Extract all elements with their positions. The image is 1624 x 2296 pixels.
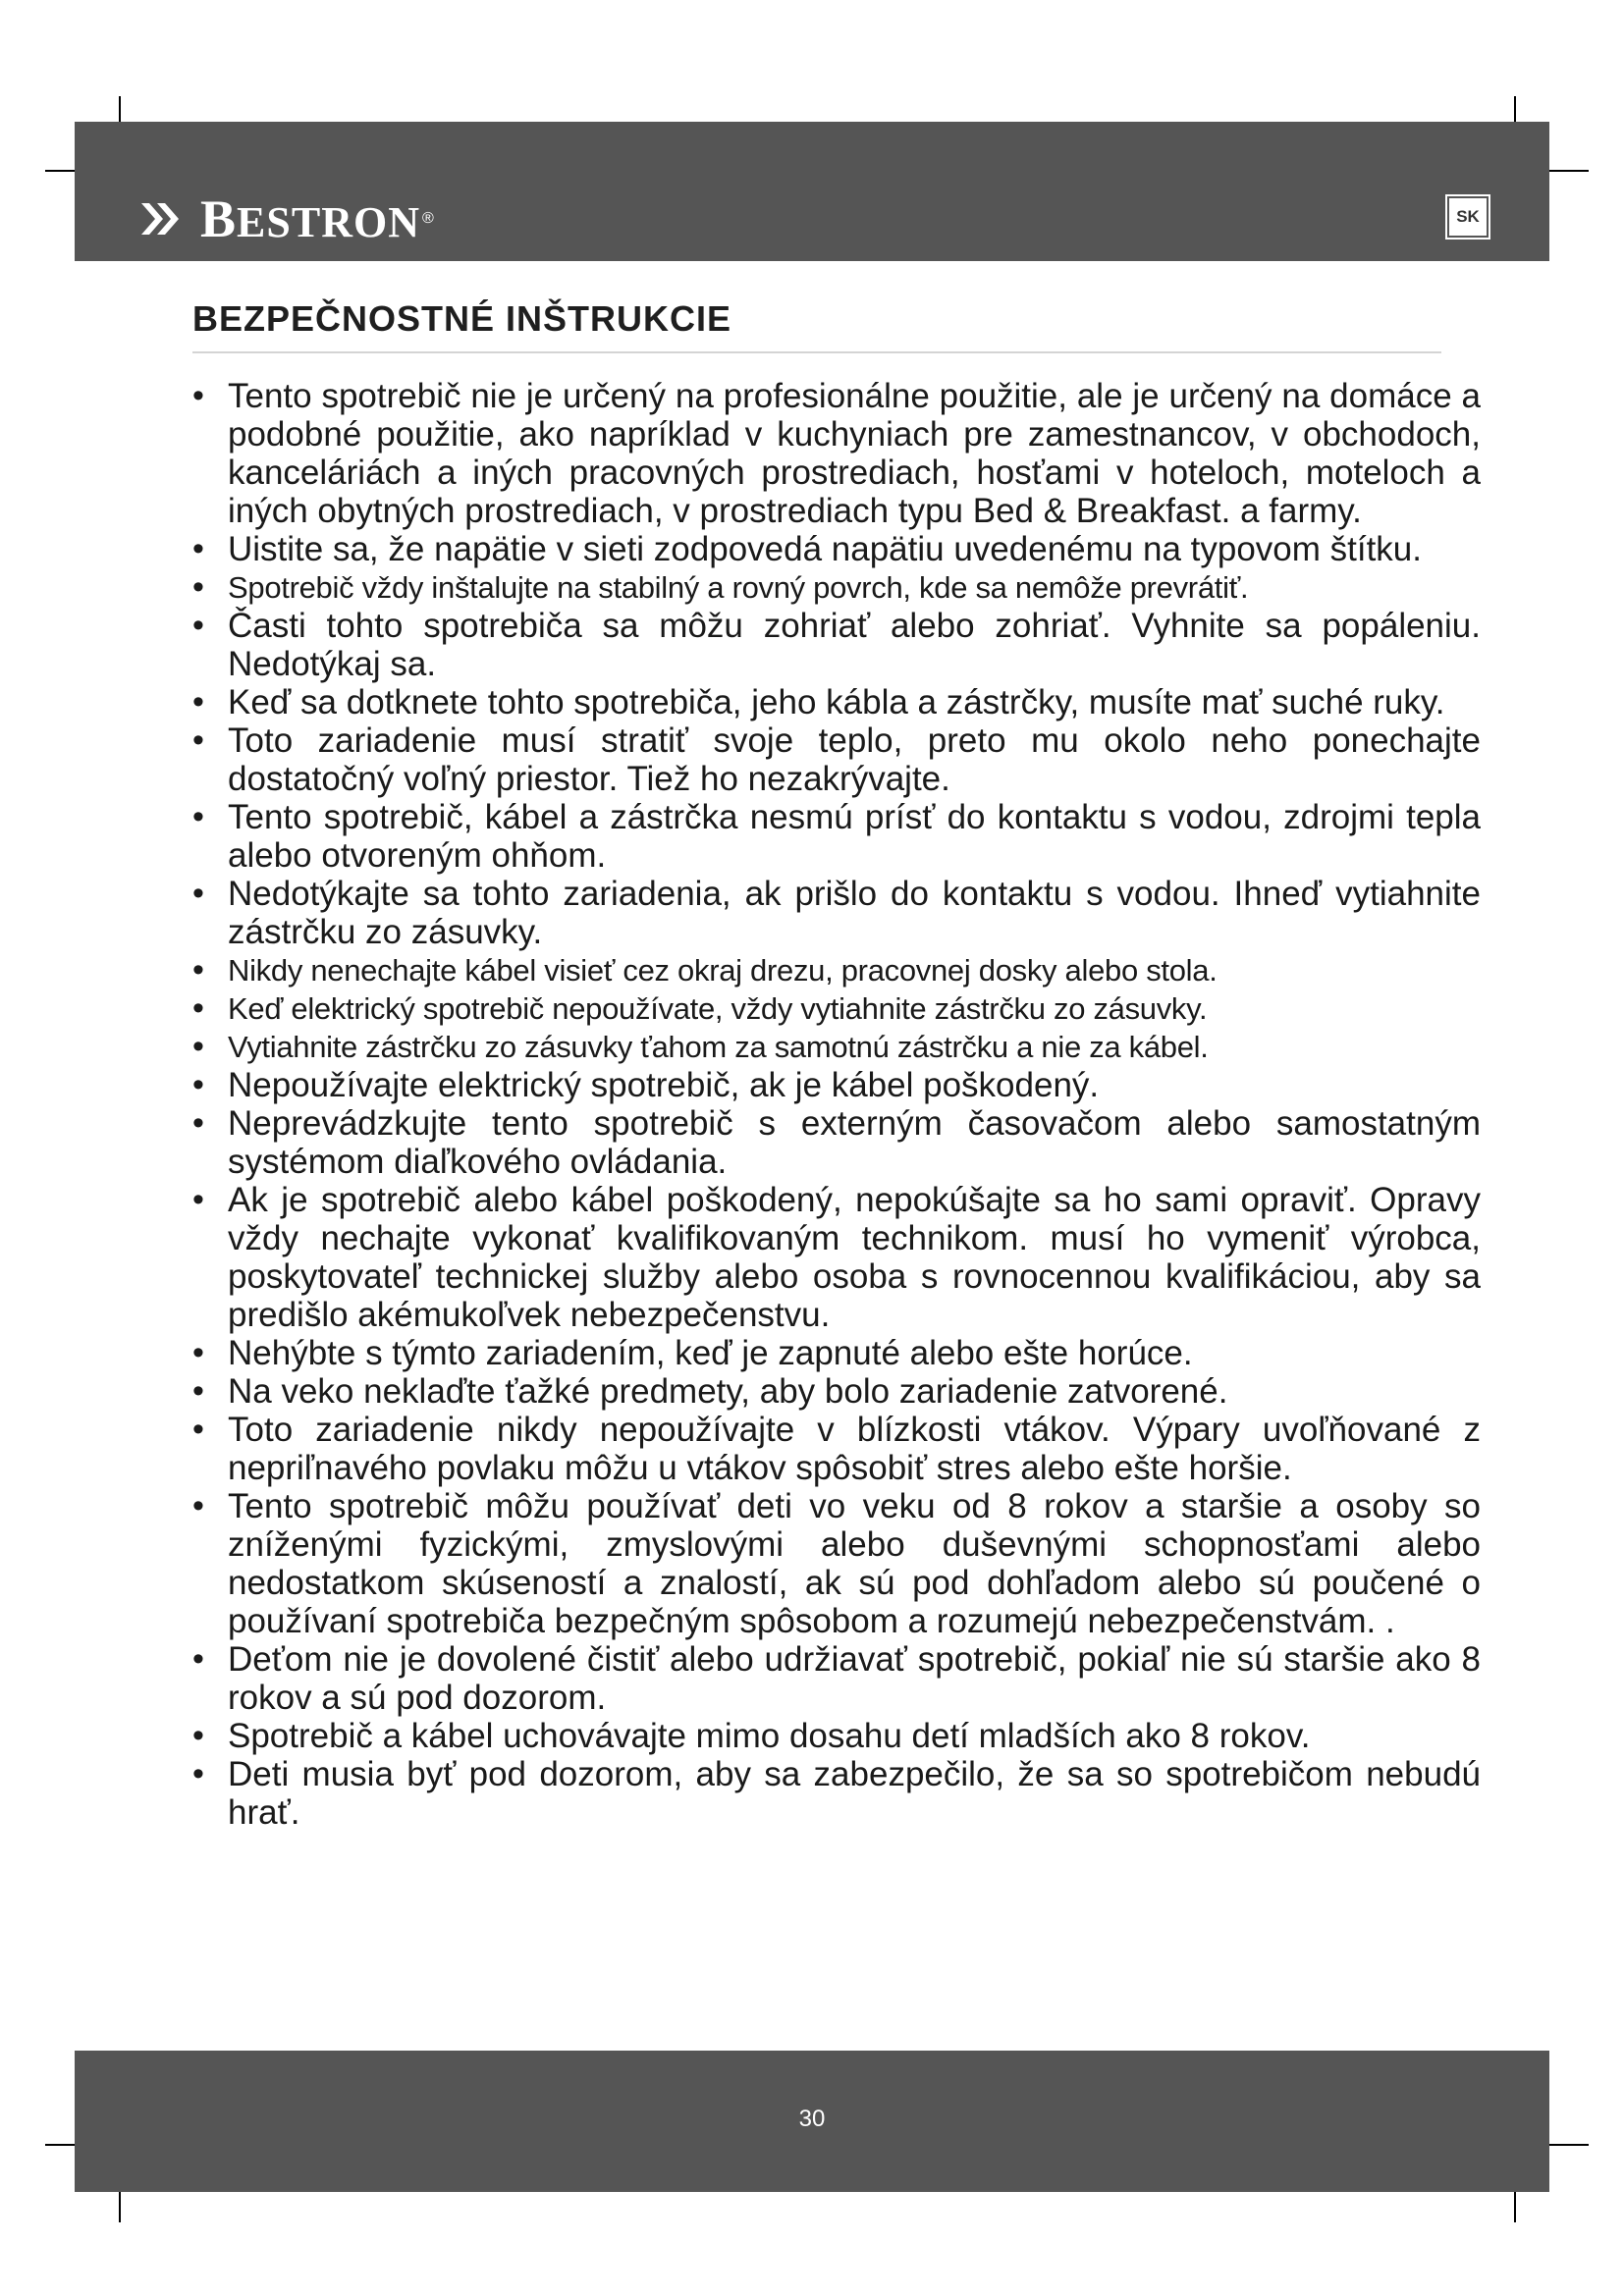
bullet-icon: • [192, 1104, 204, 1142]
list-item [192, 530, 1481, 568]
list-item-text: Toto zariadenie musí stratiť svoje teplo, preto mu okolo neho ponechajte dostatočný voľný priestor. Tiež ho nezakrývajte. [228, 721, 1481, 798]
header-band [75, 122, 1549, 261]
list-item [192, 1334, 1481, 1372]
bullet-icon: • [192, 1487, 204, 1524]
bullet-icon: • [192, 951, 204, 988]
bullet-icon: • [192, 607, 204, 644]
list-item-text: Nedotýkajte sa tohto zariadenia, ak prišlo do kontaktu s vodou. Ihneď vytiahnite zástrčku zo zásuvky. [228, 875, 1481, 951]
brand-name-rest: ESTRON [237, 198, 420, 246]
list-item [192, 721, 1481, 798]
bullet-icon: • [192, 1066, 204, 1103]
list-item [192, 951, 1481, 989]
chevron-logo-icon [141, 197, 194, 240]
brand-name-initial: B [200, 189, 238, 248]
section-title: BEZPEČNOSTNÉ INŠTRUKCIE [192, 298, 732, 339]
list-item-text: Neprevádzkujte tento spotrebič s externým časovačom alebo samostatným systémom diaľkového ovládania. [228, 1104, 1481, 1181]
list-item [192, 1028, 1481, 1066]
brand-name [200, 189, 420, 248]
bullet-icon: • [192, 568, 204, 606]
list-item [192, 1066, 1481, 1104]
list-item-text: Nikdy nenechajte kábel visieť cez okraj drezu, pracovnej dosky alebo stola. [228, 953, 1218, 988]
list-item-text: Spotrebič a kábel uchovávajte mimo dosahu detí mladších ako 8 rokov. [228, 1717, 1311, 1755]
list-item [192, 1717, 1481, 1755]
list-item [192, 377, 1481, 530]
brand-logo [141, 189, 434, 248]
bullet-icon: • [192, 1640, 204, 1678]
bullet-icon: • [192, 1717, 204, 1754]
bullet-icon: • [192, 683, 204, 721]
bullet-icon: • [192, 1334, 204, 1371]
bullet-icon: • [192, 530, 204, 567]
list-item-text: Nehýbte s týmto zariadením, keď je zapnuté alebo ešte horúce. [228, 1334, 1193, 1372]
list-item [192, 1181, 1481, 1334]
bullet-icon: • [192, 798, 204, 835]
bullet-icon: • [192, 1181, 204, 1218]
registered-mark: ® [421, 210, 434, 227]
list-item-text: Uistite sa, že napätie v sieti zodpovedá napätiu uvedenému na typovom štítku. [228, 530, 1422, 568]
list-item [192, 1411, 1481, 1487]
list-item [192, 607, 1481, 683]
list-item-text: Keď sa dotknete tohto spotrebiča, jeho kábla a zástrčky, musíte mať suché ruky. [228, 683, 1445, 721]
list-item [192, 1104, 1481, 1181]
list-item-text: Deťom nie je dovolené čistiť alebo udržiavať spotrebič, pokiaľ nie sú staršie ako 8 rokov a sú pod dozorom. [228, 1640, 1481, 1717]
list-item [192, 875, 1481, 951]
bullet-icon: • [192, 989, 204, 1027]
bullet-icon: • [192, 1411, 204, 1448]
list-item [192, 683, 1481, 721]
bullet-icon: • [192, 377, 204, 414]
list-item-text: Tento spotrebič, kábel a zástrčka nesmú prísť do kontaktu s vodou, zdrojmi tepla alebo otvoreným ohňom. [228, 798, 1481, 875]
list-item-text: Nepoužívajte elektrický spotrebič, ak je kábel poškodený. [228, 1066, 1100, 1104]
title-divider [192, 351, 1441, 353]
list-item [192, 798, 1481, 875]
footer-band [75, 2051, 1549, 2192]
bullet-icon: • [192, 1755, 204, 1792]
bullet-icon: • [192, 1028, 204, 1065]
list-item [192, 989, 1481, 1028]
list-item [192, 1640, 1481, 1717]
bullet-icon: • [192, 721, 204, 759]
list-item-text: Toto zariadenie nikdy nepoužívajte v blízkosti vtákov. Výpary uvoľňované z nepriľnavého povlaku môžu u vtákov spôsobiť stres alebo ešte horšie. [228, 1411, 1481, 1487]
bullet-icon: • [192, 875, 204, 912]
list-item-text: Ak je spotrebič alebo kábel poškodený, nepokúšajte sa ho sami opraviť. Opravy vždy nechajte vykonať kvalifikovaným technikom. musí ho vymeniť výrobca, poskytovateľ technickej služby alebo osoba s rovnocennou kvalifikáciou, aby sa predišlo akémukoľvek nebezpečenstvu. [228, 1181, 1481, 1334]
language-badge: SK [1447, 196, 1489, 238]
list-item-text: Spotrebič vždy inštalujte na stabilný a rovný povrch, kde sa nemôže prevrátiť. [228, 570, 1249, 605]
list-item [192, 568, 1481, 607]
list-item [192, 1372, 1481, 1411]
list-item-text: Časti tohto spotrebiča sa môžu zohriať alebo zohriať. Vyhnite sa popáleniu. Nedotýkaj sa. [228, 607, 1481, 683]
bullet-icon: • [192, 1372, 204, 1410]
list-item [192, 1755, 1481, 1832]
list-item-text: Tento spotrebič môžu používať deti vo veku od 8 rokov a staršie a osoby so zníženými fyzickými, zmyslovými alebo duševnými schopnosťami alebo nedostatkom skúseností a znalostí, ak sú pod dohľadom alebo sú poučené o používaní spotrebiča bezpečným spôsobom a rozumejú nebezpečenstvám. . [228, 1487, 1481, 1640]
list-item-text: Keď elektrický spotrebič nepoužívate, vždy vytiahnite zástrčku zo zásuvky. [228, 991, 1208, 1026]
list-item-text: Na veko neklaďte ťažké predmety, aby bolo zariadenie zatvorené. [228, 1372, 1228, 1411]
list-item [192, 1487, 1481, 1640]
list-item-text: Tento spotrebič nie je určený na profesionálne použitie, ale je určený na domáce a podobné použitie, ako napríklad v kuchyniach pre zamestnancov, v obchodoch, kanceláriách a iných pracovných prostrediach, hosťami v hoteloch, moteloch a iných obytných prostrediach, v prostrediach typu Bed & Breakfast. a farmy. [228, 377, 1481, 530]
list-item-text: Deti musia byť pod dozorom, aby sa zabezpečilo, že sa so spotrebičom nebudú hrať. [228, 1755, 1481, 1832]
list-item-text: Vytiahnite zástrčku zo zásuvky ťahom za samotnú zástrčku a nie za kábel. [228, 1030, 1209, 1064]
safety-instructions-list [192, 377, 1481, 1832]
page-number: 30 [798, 2106, 826, 2132]
